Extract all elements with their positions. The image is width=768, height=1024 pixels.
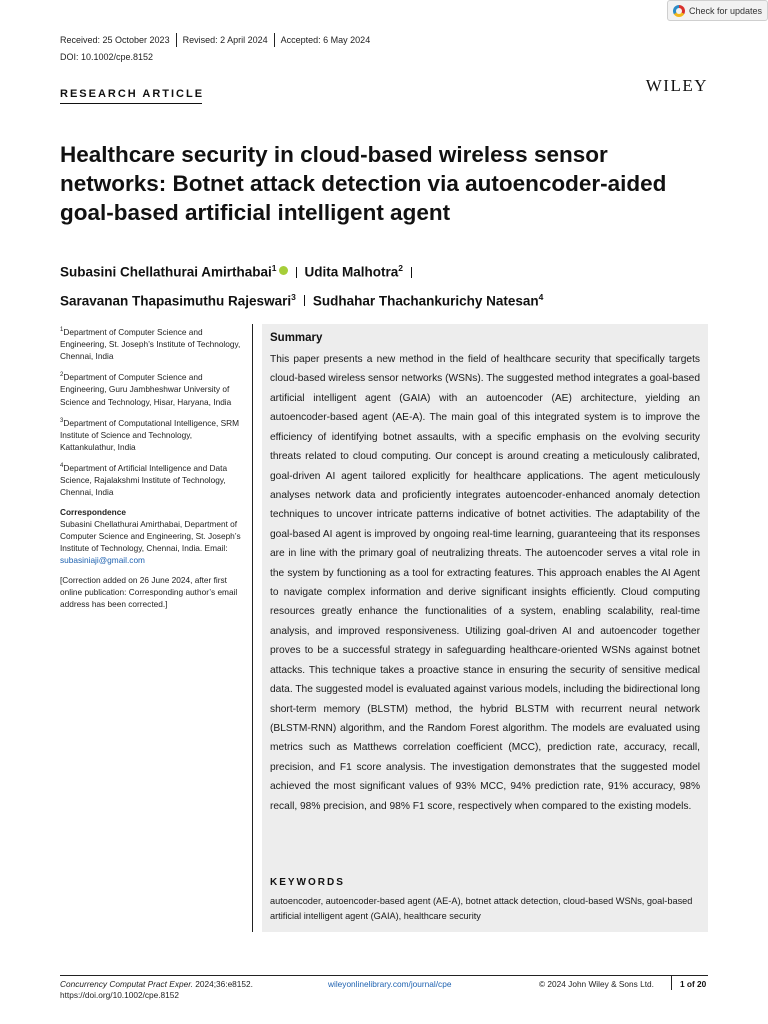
article-type-underline bbox=[60, 103, 202, 104]
journal-name: Concurrency Computat Pract Exper. bbox=[60, 979, 193, 989]
author-affiliation-number: 3 bbox=[291, 291, 296, 302]
footer-doi-link[interactable]: https://doi.org/10.1002/cpe.8152 bbox=[60, 990, 180, 1000]
page-number: 1 of 20 bbox=[680, 979, 707, 989]
author-separator bbox=[296, 267, 297, 278]
affiliation bbox=[60, 369, 246, 407]
received-date: Received: 25 October 2023 bbox=[60, 35, 170, 45]
correspondence-text bbox=[60, 518, 246, 567]
article-type: RESEARCH ARTICLE bbox=[60, 88, 205, 100]
footer-citation bbox=[60, 979, 253, 1001]
correspondence-address: Subasini Chellathurai Amirthabai, Department of Computer Science and Engineering, St. Joseph’s Institute of Technology, Chennai, India. bbox=[60, 518, 241, 554]
author-affiliation-number: 4 bbox=[538, 291, 544, 302]
check-for-updates-button[interactable] bbox=[667, 0, 768, 21]
copyright: © 2024 John Wiley & Sons Ltd. bbox=[539, 979, 654, 989]
affiliation bbox=[60, 415, 246, 453]
footer-divider bbox=[60, 975, 708, 976]
affiliation-text: Department of Computer Science and Engineering, St. Joseph’s Institute of Technology, Chennai, India bbox=[60, 326, 241, 362]
author-name[interactable]: Udita Malhotra bbox=[304, 264, 399, 280]
article-sidebar bbox=[60, 324, 246, 610]
journal-url-link[interactable]: wileyonlinelibrary.com/journal/cpe bbox=[328, 979, 452, 989]
affiliation bbox=[60, 324, 246, 362]
doi: DOI: 10.1002/cpe.8152 bbox=[60, 52, 154, 62]
affiliation-text: Department of Computer Science and Engineering, Guru Jambheshwar University of Science and Technology, Hisar, Haryana, India bbox=[60, 372, 232, 407]
affiliation-text: Department of Computational Intelligence, SRM Institute of Science and Technology, Kattankulathur, India bbox=[60, 417, 240, 452]
date-separator bbox=[274, 33, 275, 47]
author-affiliation-number: 2 bbox=[398, 263, 404, 273]
keywords-heading: KEYWORDS bbox=[270, 877, 345, 888]
summary-heading: Summary bbox=[270, 332, 323, 344]
accepted-date: Accepted: 6 May 2024 bbox=[280, 35, 371, 45]
author-name[interactable]: Saravanan Thapasimuthu Rajeswari bbox=[60, 293, 292, 308]
affiliation-number: 4 bbox=[60, 463, 64, 470]
crossmark-icon bbox=[673, 5, 685, 17]
author-separator bbox=[411, 267, 412, 278]
article-title: Healthcare security in cloud-based wireless sensor networks: Botnet attack detection via autoencoder-aided goal-based artificial intelligent agent bbox=[60, 142, 667, 225]
author-list bbox=[60, 256, 720, 313]
affiliation-number: 1 bbox=[60, 327, 64, 333]
keywords-text: autoencoder, autoencoder-based agent (AE-A), botnet attack detection, cloud-based WSNs, goal-based artificial intelligent agent (GAIA), healthcare security bbox=[270, 896, 693, 921]
email-label: Email: bbox=[204, 543, 228, 554]
article-dates bbox=[60, 33, 370, 47]
citation-volume: 2024;36:e8152. bbox=[192, 979, 253, 989]
correction-note: [Correction added on 26 June 2024, after first online publication: Corresponding author’s email address has been corrected.] bbox=[60, 574, 238, 609]
correspondence-heading: Correspondence bbox=[60, 506, 126, 517]
publisher-logo: WILEY bbox=[645, 76, 708, 95]
affiliation-text: Department of Artificial Intelligence and Data Science, Rajalakshmi Institute of Technology, Chennai, India bbox=[60, 462, 228, 498]
affiliation-number: 2 bbox=[60, 372, 64, 379]
sidebar-divider bbox=[252, 324, 253, 932]
date-separator bbox=[176, 33, 177, 47]
author-name[interactable]: Sudhahar Thachankurichy Natesan bbox=[312, 293, 539, 308]
revised-date: Revised: 2 April 2024 bbox=[182, 35, 268, 45]
check-for-updates-label: Check for updates bbox=[689, 5, 763, 16]
footer-separator bbox=[671, 976, 672, 990]
author-affiliation-number: 1 bbox=[271, 263, 277, 273]
author-name[interactable]: Subasini Chellathurai Amirthabai bbox=[60, 264, 272, 280]
author-separator bbox=[304, 295, 305, 306]
correspondence-email-link[interactable]: subasiniaji@gmail.com bbox=[60, 555, 145, 566]
affiliation bbox=[60, 460, 246, 498]
affiliation-number: 3 bbox=[60, 417, 64, 424]
orcid-icon[interactable] bbox=[279, 266, 288, 275]
summary-text: This paper presents a new method in the field of healthcare security that specifically targets cloud-based wireless sensor networks (WSNs). The suggested method integrates a goal-based artificial intelligent agent (GAIA) with an autoencoder (AE) architecture, yielding an autoencoder-based agent (AE-A). The main goal of this integrated system is to improve the efficiency of identifying botnet assaults, with a specific emphasis on the evolving security threats related to cloud computing. Our concept is around creating a meticulously calibrated, goal-driven AI agent tailored explicitly for healthcare applications. The agent meticulously analyses network data and proficiently integrates autoencoder-enhanced anomaly detection techniques to uncover intricate patterns indicative of botnet activities. The adaptability of the goal-based AI agent is improved by ongoing real-time learning, guaranteeing that its responses are in line with the primary goal of neutralizing threats. The autoencoder serves a vital role in the system by functioning as a tool for extracting features. This approach enables the AI Agent to navigate complex information and derive significant insights efficiently. Cloud computing resources greatly enhance the functionalities of a system, enabling scalability, real-time analysis, and improved responsiveness. Utilizing goal-driven AI and autoencoder together proves to be a successful strategy in safeguarding healthcare-oriented WSNs against botnet attacks. This technique takes a proactive stance in ensuring the security of sensitive medical data. The suggested model is evaluated against various models, including the bidirectional long short-term memory (BLSTM) method, the hybrid BLSTM with recurrent neural network (BLSTM-RNN) algorithm, and the Random Forest algorithm. The models are evaluated using metrics such as Matthews correlation coefficient (MCC), prediction rate, accuracy, recall, precision, and F1 score analysis. The investigation demonstrates that the suggested model achieved the most significant values of 93% MCC, 94% prediction rate, 91% accuracy, 98% recall, 98% precision, and 98% F1 score, respectively when compared to the existing models. bbox=[270, 354, 700, 812]
